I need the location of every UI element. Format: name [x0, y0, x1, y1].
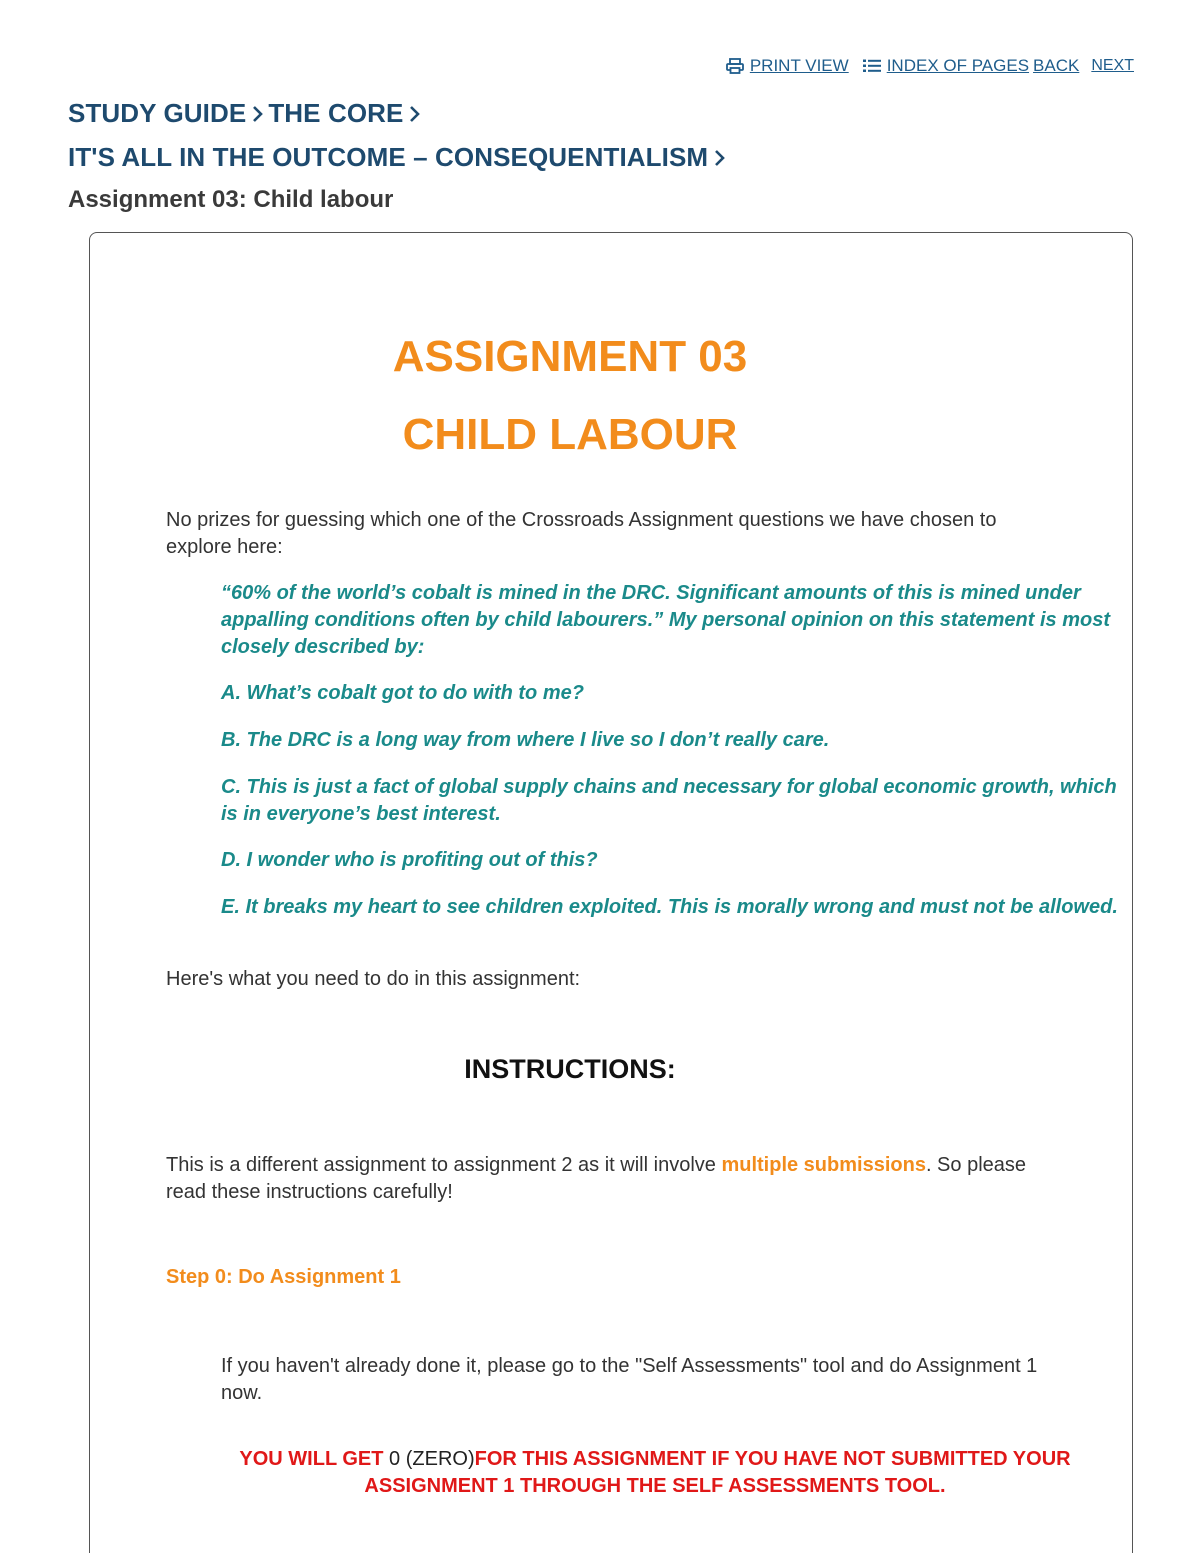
warning-zero: 0 (: [389, 1448, 413, 1470]
assignment-heading: ASSIGNMENT 03: [392, 332, 748, 381]
option-a: A. What’s cobalt got to do with to me?: [221, 682, 584, 704]
page-title: Assignment 03: Child labour: [68, 186, 394, 213]
step-0-line-2: now.: [221, 1382, 263, 1404]
step-0-paragraph: [221, 1353, 1136, 1407]
breadcrumb-study-guide[interactable]: STUDY GUIDE: [68, 98, 247, 128]
option-c: [221, 774, 1141, 828]
instructions-line-2: read these instructions carefully!: [166, 1181, 453, 1203]
step-0-heading: Step 0: Do Assignment 1: [166, 1266, 401, 1288]
option-e: E. It breaks my heart to see children exploited. This is morally wrong and must not be allowed.: [221, 896, 1118, 918]
index-of-pages-label: INDEX OF PAGES: [886, 56, 1030, 75]
todo-text: Here's what you need to do in this assignment:: [166, 968, 581, 990]
quote-line-2: appalling conditions often by child labourers.” My personal opinion on this statement is most: [221, 609, 1110, 631]
step-0-line-1: If you haven't already done it, please go to the "Self Assessments" tool and do Assignment 1: [221, 1355, 1038, 1377]
quote-line-3: closely described by:: [221, 636, 425, 658]
warning-zero-word: ZERO: [412, 1448, 468, 1470]
quote-statement: [221, 580, 1141, 661]
option-c-line-1: C. This is just a fact of global supply chains and necessary for global economic growth, which: [221, 776, 1117, 798]
intro-paragraph: [166, 507, 1126, 561]
instructions-paragraph: [166, 1152, 1126, 1206]
warning-prefix: YOU WILL GET: [239, 1448, 390, 1470]
instructions-text-after: . So please: [925, 1154, 1027, 1176]
option-c-line-2: is in everyone’s best interest.: [221, 803, 501, 825]
instructions-line-1: [166, 1152, 1126, 1179]
option-d: D. I wonder who is profiting out of this?: [221, 849, 598, 871]
multiple-submissions-highlight: multiple submissions: [721, 1154, 926, 1176]
quote-line-1: “60% of the world’s cobalt is mined in the DRC. Significant amounts of this is mined under: [221, 582, 1081, 604]
instructions-text-before: This is a different assignment to assignment 2 as it will involve: [166, 1154, 722, 1176]
print-view-label: PRINT VIEW: [749, 56, 849, 75]
assignment-subheading: CHILD LABOUR: [402, 410, 738, 459]
warning-suffix: FOR THIS ASSIGNMENT IF YOU HAVE NOT SUBMITTED YOUR: [474, 1448, 1071, 1470]
zero-grade-warning: [180, 1446, 1130, 1500]
intro-line-1: No prizes for guessing which one of the Crossroads Assignment questions we have chosen to: [166, 509, 997, 531]
next-link[interactable]: NEXT: [1091, 57, 1134, 74]
warning-line-1: [180, 1446, 1130, 1473]
instructions-heading: INSTRUCTIONS:: [464, 1054, 676, 1084]
intro-line-2: explore here:: [166, 536, 283, 558]
warning-line-2: ASSIGNMENT 1 THROUGH THE SELF ASSESSMENTS TOOL.: [364, 1475, 946, 1497]
warning-close-paren: ): [467, 1448, 475, 1470]
option-b: B. The DRC is a long way from where I live so I don’t really care.: [221, 729, 830, 751]
breadcrumb-consequentialism[interactable]: IT'S ALL IN THE OUTCOME – CONSEQUENTIALISM: [68, 142, 709, 172]
breadcrumb-the-core[interactable]: THE CORE: [268, 98, 404, 128]
back-link[interactable]: BACK: [1033, 56, 1080, 75]
